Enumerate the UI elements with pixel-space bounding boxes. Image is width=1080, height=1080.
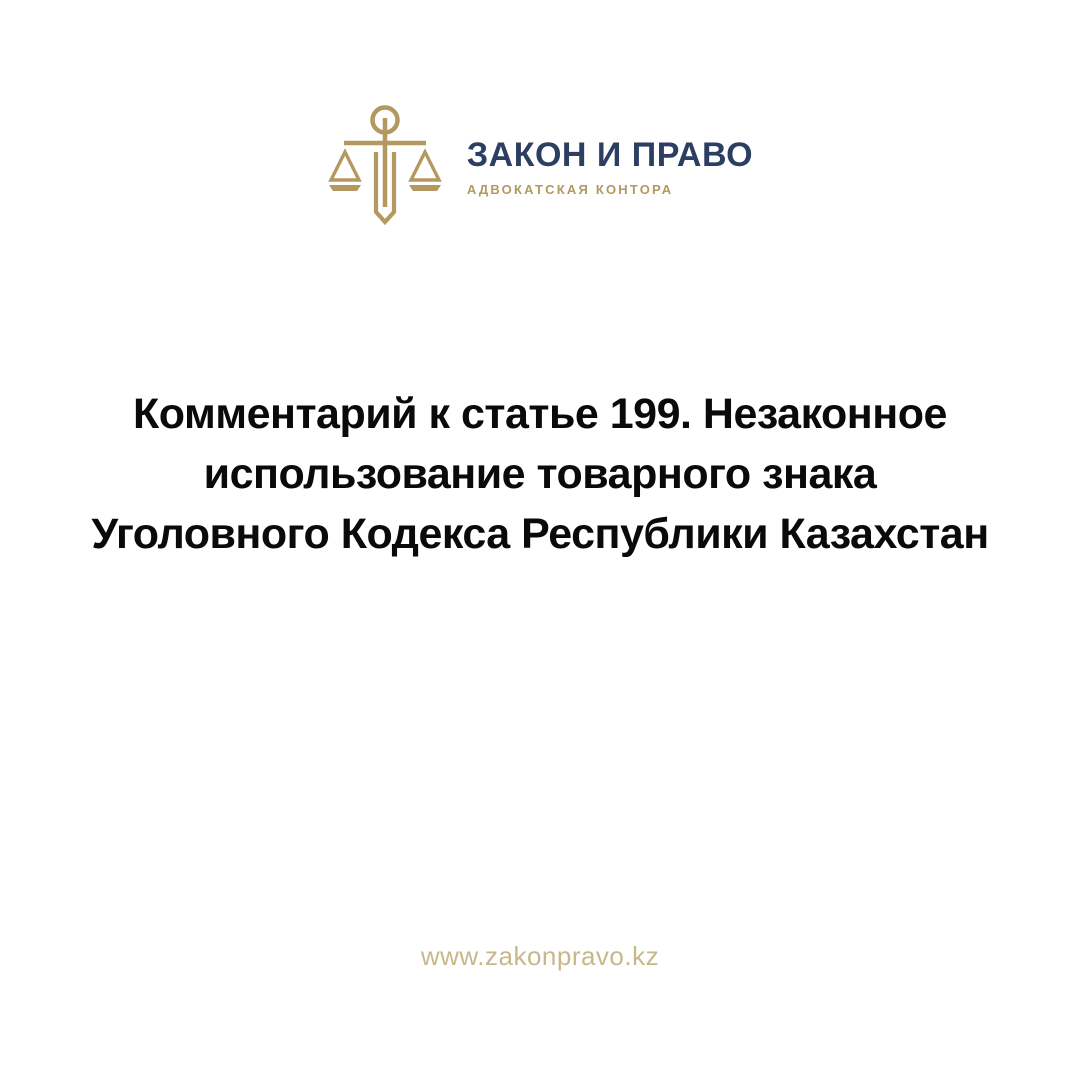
page-title [0, 384, 1080, 564]
heading-line-2: использование товарного знака [203, 450, 877, 498]
scales-of-justice-icon [327, 105, 443, 229]
logo-subtitle: АДВОКАТСКАЯ КОНТОРА [466, 181, 674, 197]
logo-text [467, 137, 753, 196]
logo [0, 105, 1080, 229]
heading-line-3: Уголовного Кодекса Республики Казахстан [91, 510, 989, 558]
logo-title: ЗАКОН И ПРАВО [466, 136, 754, 175]
website-url: www.zakonpravo.kz [420, 941, 660, 971]
heading-line-1: Комментарий к статье 199. Незаконное [133, 390, 947, 438]
